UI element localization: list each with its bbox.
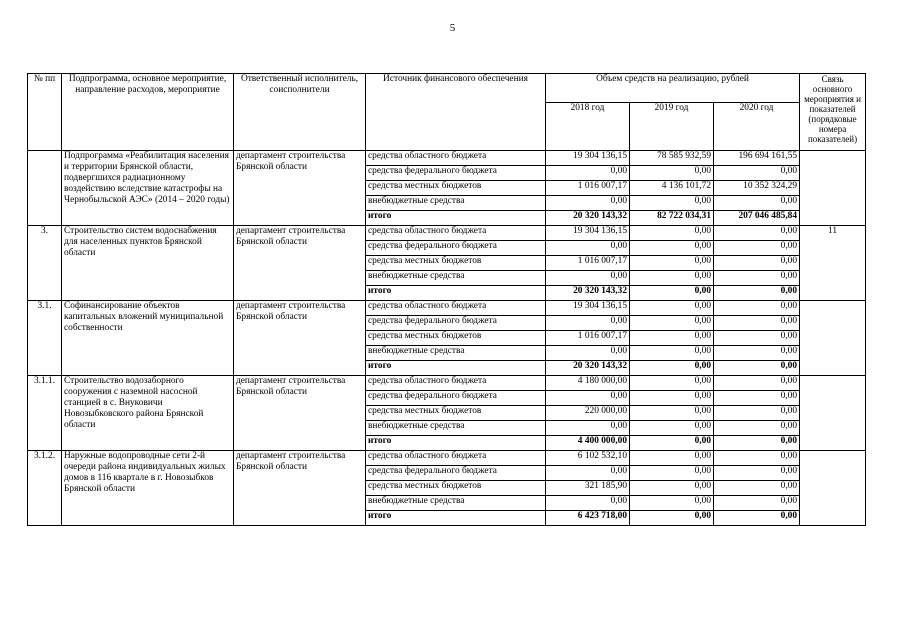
table-row: [28, 376, 866, 391]
funding-source: средства федерального бюджета: [366, 316, 546, 331]
funding-source: внебюджетные средства: [366, 496, 546, 511]
funding-source: средства областного бюджета: [366, 376, 546, 391]
amount-y2019: 0,00: [630, 496, 714, 511]
funding-source: средства федерального бюджета: [366, 241, 546, 256]
amount-y2020: 0,00: [714, 406, 800, 421]
amount-y2020: 0,00: [714, 256, 800, 271]
indicator-link: [800, 451, 866, 526]
funding-source: внебюджетные средства: [366, 196, 546, 211]
amount-y2019: 0,00: [630, 286, 714, 301]
table-row: [28, 301, 866, 316]
amount-y2019: 0,00: [630, 331, 714, 346]
amount-y2018: 0,00: [546, 496, 630, 511]
amount-y2018: 0,00: [546, 346, 630, 361]
header-link: Связь основного мероприятия и показателей (порядковые номера показателей): [800, 74, 866, 151]
amount-y2020: 0,00: [714, 316, 800, 331]
amount-y2019: 0,00: [630, 271, 714, 286]
funding-source: средства местных бюджетов: [366, 256, 546, 271]
amount-y2018: 0,00: [546, 466, 630, 481]
amount-y2018: 0,00: [546, 316, 630, 331]
header-year-2020: 2020 год: [714, 103, 800, 151]
amount-y2019: 0,00: [630, 256, 714, 271]
funding-source: средства местных бюджетов: [366, 181, 546, 196]
responsible-executor: департамент строительства Брянской области: [234, 301, 366, 376]
amount-y2018: 0,00: [546, 271, 630, 286]
program-name: Строительство систем водоснабжения для населенных пунктов Брянской области: [62, 226, 234, 301]
budget-table: [27, 73, 866, 526]
amount-y2018: 0,00: [546, 166, 630, 181]
responsible-executor: департамент строительства Брянской области: [234, 451, 366, 526]
amount-y2019: 0,00: [630, 391, 714, 406]
amount-y2019: 0,00: [630, 166, 714, 181]
amount-y2018: 20 320 143,32: [546, 361, 630, 376]
funding-source: средства местных бюджетов: [366, 481, 546, 496]
funding-source: средства федерального бюджета: [366, 466, 546, 481]
funding-source: итого: [366, 286, 546, 301]
amount-y2019: 0,00: [630, 451, 714, 466]
amount-y2018: 0,00: [546, 241, 630, 256]
funding-source: средства областного бюджета: [366, 451, 546, 466]
funding-source: итого: [366, 361, 546, 376]
row-number: 3.1.2.: [28, 451, 62, 526]
amount-y2018: 6 102 532,10: [546, 451, 630, 466]
page-number: 5: [449, 22, 456, 34]
funding-source: внебюджетные средства: [366, 271, 546, 286]
header-year-2019: 2019 год: [630, 103, 714, 151]
amount-y2019: 0,00: [630, 361, 714, 376]
header-source: Источник финансового обеспечения: [366, 74, 546, 151]
amount-y2018: 4 400 000,00: [546, 436, 630, 451]
funding-source: итого: [366, 211, 546, 226]
responsible-executor: департамент строительства Брянской области: [234, 376, 366, 451]
amount-y2018: 20 320 143,32: [546, 286, 630, 301]
amount-y2019: 0,00: [630, 346, 714, 361]
amount-y2020: 0,00: [714, 421, 800, 436]
amount-y2019: 0,00: [630, 466, 714, 481]
amount-y2019: 4 136 101,72: [630, 181, 714, 196]
amount-y2020: 0,00: [714, 271, 800, 286]
amount-y2018: 19 304 136,15: [546, 151, 630, 166]
amount-y2020: 10 352 324,29: [714, 181, 800, 196]
indicator-link: [800, 151, 866, 226]
header-volume: Объем средств на реализацию, рублей: [546, 74, 800, 103]
program-name: Строительство водозаборного сооружения с наземной насосной станцией в с. Внуковичи Новозыбковского района Брянской области: [62, 376, 234, 451]
funding-source: внебюджетные средства: [366, 421, 546, 436]
header-responsible: Ответственный исполнитель, соисполнители: [234, 74, 366, 151]
budget-body: [28, 151, 866, 526]
amount-y2019: 78 585 932,59: [630, 151, 714, 166]
responsible-executor: департамент строительства Брянской области: [234, 151, 366, 226]
funding-source: средства местных бюджетов: [366, 331, 546, 346]
amount-y2018: 4 180 000,00: [546, 376, 630, 391]
amount-y2019: 0,00: [630, 226, 714, 241]
indicator-link: [800, 301, 866, 376]
amount-y2019: 0,00: [630, 481, 714, 496]
amount-y2020: 0,00: [714, 196, 800, 211]
amount-y2018: 220 000,00: [546, 406, 630, 421]
indicator-link: [800, 376, 866, 451]
amount-y2018: 1 016 007,17: [546, 256, 630, 271]
funding-source: средства областного бюджета: [366, 301, 546, 316]
row-number: 3.1.: [28, 301, 62, 376]
amount-y2020: 0,00: [714, 376, 800, 391]
header-num: № пп: [28, 74, 62, 151]
funding-source: итого: [366, 511, 546, 526]
amount-y2020: 0,00: [714, 241, 800, 256]
amount-y2020: 0,00: [714, 361, 800, 376]
amount-y2020: 0,00: [714, 451, 800, 466]
amount-y2020: 0,00: [714, 511, 800, 526]
amount-y2019: 0,00: [630, 436, 714, 451]
amount-y2020: 0,00: [714, 286, 800, 301]
amount-y2020: 207 046 485,84: [714, 211, 800, 226]
amount-y2019: 0,00: [630, 511, 714, 526]
amount-y2018: 0,00: [546, 196, 630, 211]
funding-source: средства федерального бюджета: [366, 166, 546, 181]
funding-source: средства федерального бюджета: [366, 391, 546, 406]
amount-y2020: 196 694 161,55: [714, 151, 800, 166]
amount-y2020: 0,00: [714, 166, 800, 181]
row-number: [28, 151, 62, 226]
funding-source: средства областного бюджета: [366, 226, 546, 241]
amount-y2020: 0,00: [714, 436, 800, 451]
amount-y2019: 0,00: [630, 406, 714, 421]
amount-y2018: 20 320 143,32: [546, 211, 630, 226]
amount-y2019: 0,00: [630, 241, 714, 256]
responsible-executor: департамент строительства Брянской области: [234, 226, 366, 301]
funding-source: средства местных бюджетов: [366, 406, 546, 421]
amount-y2020: 0,00: [714, 466, 800, 481]
funding-source: итого: [366, 436, 546, 451]
header-program: Подпрограмма, основное мероприятие, направление расходов, мероприятие: [62, 74, 234, 151]
funding-source: средства областного бюджета: [366, 151, 546, 166]
amount-y2018: 6 423 718,00: [546, 511, 630, 526]
amount-y2019: 0,00: [630, 316, 714, 331]
row-number: 3.1.1.: [28, 376, 62, 451]
amount-y2019: 0,00: [630, 376, 714, 391]
program-name: Наружные водопроводные сети 2-й очереди района индивидуальных жилых домов в 116 квартале в г. Новозыбков Брянской области: [62, 451, 234, 526]
amount-y2020: 0,00: [714, 391, 800, 406]
header-year-2018: 2018 год: [546, 103, 630, 151]
amount-y2019: 0,00: [630, 301, 714, 316]
amount-y2018: 1 016 007,17: [546, 331, 630, 346]
amount-y2018: 321 185,90: [546, 481, 630, 496]
amount-y2020: 0,00: [714, 301, 800, 316]
amount-y2018: 1 016 007,17: [546, 181, 630, 196]
amount-y2020: 0,00: [714, 331, 800, 346]
amount-y2018: 0,00: [546, 421, 630, 436]
amount-y2020: 0,00: [714, 346, 800, 361]
amount-y2018: 19 304 136,15: [546, 301, 630, 316]
indicator-link: 11: [800, 226, 866, 301]
amount-y2019: 0,00: [630, 196, 714, 211]
table-row: [28, 451, 866, 466]
funding-source: внебюджетные средства: [366, 346, 546, 361]
amount-y2020: 0,00: [714, 496, 800, 511]
row-number: 3.: [28, 226, 62, 301]
table-row: [28, 226, 866, 241]
amount-y2018: 19 304 136,15: [546, 226, 630, 241]
amount-y2020: 0,00: [714, 226, 800, 241]
table-row: [28, 151, 866, 166]
program-name: Подпрограмма «Реабилитация населения и территории Брянской области, подвергшихся радиационному воздействию вследствие катастрофы на Чернобыльской АЭС» (2014 – 2020 годы): [62, 151, 234, 226]
amount-y2020: 0,00: [714, 481, 800, 496]
amount-y2019: 0,00: [630, 421, 714, 436]
amount-y2019: 82 722 034,31: [630, 211, 714, 226]
amount-y2018: 0,00: [546, 391, 630, 406]
program-name: Софинансирование объектов капитальных вложений муниципальной собственности: [62, 301, 234, 376]
